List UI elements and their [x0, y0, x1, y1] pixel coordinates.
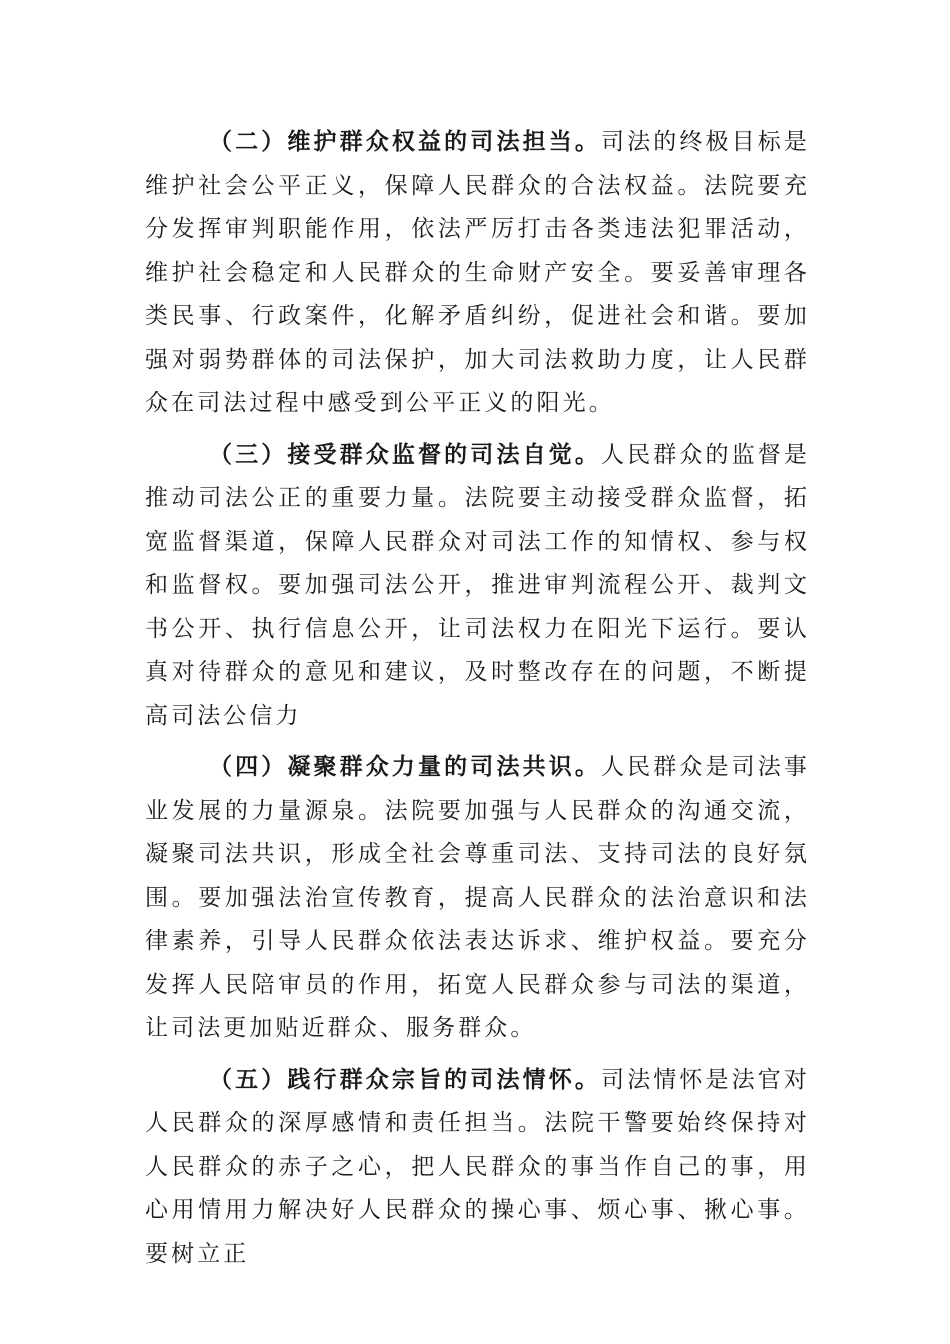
paragraph-text: 人民群众是司法事业发展的力量源泉。法院要加强与人民群众的沟通交流，凝聚司法共识，形成全社会尊重司法、支持司法的良好氛围。要加强法治宣传教育，提高人民群众的法治意识和法律素养，引导人民群众依法表达诉求、维护权益。要充分发挥人民陪审员的作用，拓宽人民群众参与司法的渠道，让司法更加贴近群众、服务群众。 — [145, 754, 810, 1041]
paragraph-2 — [145, 120, 810, 426]
paragraph-heading: （三）接受群众监督的司法自觉。 — [209, 440, 601, 468]
paragraph-heading: （五）践行群众宗旨的司法情怀。 — [209, 1065, 601, 1093]
paragraph-heading: （四）凝聚群众力量的司法共识。 — [209, 753, 601, 780]
paragraph-heading: （二）维护群众权益的司法担当。 — [209, 128, 601, 155]
document-body — [145, 120, 810, 1283]
paragraph-4 — [145, 745, 810, 1051]
paragraph-text: 人民群众的监督是推动司法公正的重要力量。法院要主动接受群众监督，拓宽监督渠道，保障人民群众对司法工作的知情权、参与权和监督权。要加强司法公开，推进审判流程公开、裁判文书公开、执行信息公开，让司法权力在阳光下运行。要认真对待群众的意见和建议，及时整改存在的问题，不断提高司法公信力 — [145, 441, 810, 729]
paragraph-3 — [145, 433, 810, 739]
paragraph-text: 司法的终极目标是维护社会公平正义，保障人民群众的合法权益。法院要充分发挥审判职能作用，依法严厉打击各类违法犯罪活动，维护社会稳定和人民群众的生命财产安全。要妥善审理各类民事、行政案件，化解矛盾纠纷，促进社会和谐。要加强对弱势群体的司法保护，加大司法救助力度，让人民群众在司法过程中感受到公平正义的阳光。 — [145, 129, 810, 416]
paragraph-5 — [145, 1058, 810, 1277]
paragraph-text: 司法情怀是法官对人民群众的深厚感情和责任担当。法院干警要始终保持对人民群众的赤子之心，把人民群众的事当作自己的事，用心用情用力解决好人民群众的操心事、烦心事、揪心事。要树立正 — [145, 1066, 810, 1267]
